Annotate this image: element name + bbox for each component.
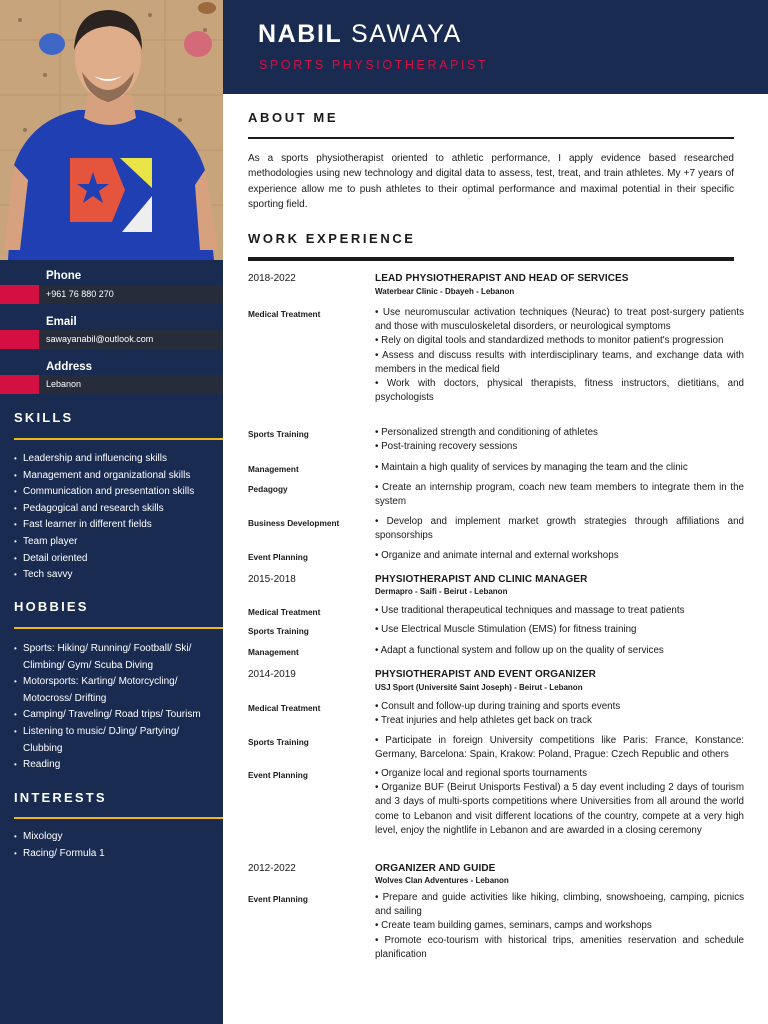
work-heading: WORK EXPERIENCE [248,231,416,246]
job-employer: USJ Sport (Université Saint Joseph) - Beirut - Lebanon [375,683,583,692]
job-period: 2012-2022 [248,863,296,874]
phone-bar [0,285,223,304]
category-text [375,461,744,475]
category-label: Event Planning [248,894,308,904]
skill-item: • Pedagogical and research skills [14,501,219,518]
hobby-item [14,674,219,707]
hobby-item [14,724,219,757]
category-label: Business Development [248,518,340,528]
hobbies-heading: HOBBIES [14,599,89,614]
address-label: Address [46,361,93,373]
duty-line: • Organize and animate internal and external workshops [375,550,619,561]
duty-line: • Create team building games, seminars, camps and workshops [375,920,652,932]
duty-line: • Maintain a high quality of services by managing the team and the clinic [375,462,688,473]
hobby-item [14,757,219,774]
job-employer: Waterbear Clinic - Dbayeh - Lebanon [375,287,515,296]
hobby-line: • Reading [23,759,61,771]
hobby-line: Motocross/ Drifting [23,692,107,704]
address-bar [0,375,223,394]
duty-line: • Use traditional therapeutical techniques and massage to treat patients [375,605,685,616]
address-accent [0,375,39,394]
category-text [375,515,744,543]
category-label: Sports Training [248,429,309,439]
job-employer: Wolves Clan Adventures - Lebanon [375,876,509,885]
category-label: Management [248,647,299,657]
full-name [258,20,462,49]
job-employer: Dermapro - Saifi - Beirut - Lebanon [375,587,508,596]
skill-item: • Team player [14,534,219,551]
category-label: Event Planning [248,552,308,562]
category-text [375,734,744,762]
interest-item: • Mixology [14,829,219,846]
skill-item: • Management and organizational skills [14,468,219,485]
first-name: NABIL [258,20,343,48]
email-label: Email [46,316,77,328]
job-period: 2018-2022 [248,273,296,284]
duty-line: • Promote eco-tourism with historical trips, amenities reservation and schedule planification [375,934,744,960]
skill-item: • Leadership and influencing skills [14,451,219,468]
skills-list [14,451,219,584]
interests-rule [14,817,223,819]
hobby-line: Climbing/ Gym/ Scuba Diving [23,659,154,671]
category-label: Pedagogy [248,484,288,494]
category-label: Event Planning [248,770,308,780]
category-text [375,623,744,637]
category-label: Medical Treatment [248,607,321,617]
duty-line: • Participate in foreign University competitions like Paris: France, Konstance: Germany, Barcelona: Spain, Krakow: Poland, Prague: Czech Republic and others [375,735,744,761]
skill-item: • Detail oriented [14,551,219,568]
duty-line: • Organize BUF (Beirut Unisports Festival) a 5 day event including 2 days of tourism and 3 days of multi-sports competitions where Universities from all around the world come to Lebanon and visit different locations of the country, compete at a very high level, enjoy the nightlife in Lebanon and are awarded in a closing ceremony [375,782,744,836]
profile-photo-illustration [0,0,223,260]
skill-item: • Fast learner in different fields [14,517,219,534]
category-label: Medical Treatment [248,309,321,319]
job-title: SPORTS PHYSIOTHERAPIST [259,58,489,72]
category-label: Sports Training [248,737,309,747]
email-accent [0,330,39,349]
skill-item: • Tech savvy [14,567,219,584]
category-label: Management [248,464,299,474]
hobby-line: • Sports: Hiking/ Running/ Football/ Ski/ [23,643,192,654]
phone-value: +961 76 880 270 [46,289,114,299]
job-position: LEAD PHYSIOTHERAPIST AND HEAD OF SERVICES [375,273,629,284]
phone-label: Phone [46,270,82,282]
duty-line: • Use Electrical Muscle Stimulation (EMS) for fitness training [375,624,637,635]
duty-line: • Organize local and regional sports tournaments [375,768,588,779]
about-heading: ABOUT ME [248,110,339,125]
sidebar [0,0,223,1024]
category-text [375,426,744,454]
job-position: ORGANIZER AND GUIDE [375,863,496,874]
skill-item: • Communication and presentation skills [14,484,219,501]
interest-item: • Racing/ Formula 1 [14,846,219,863]
category-text [375,891,744,962]
hobby-line: • Camping/ Traveling/ Road trips/ Tourism [23,709,201,721]
category-text [375,549,744,563]
duty-line: • Develop and implement market growth strategies through affiliations and sponsorships [375,516,744,542]
hobby-line: Clubbing [23,742,63,754]
duty-line: • Use neuromuscular activation techniques (Neurac) to treat post-surgery patients and those with musculoskeletal disorders, or neurological symptoms [375,307,744,333]
duty-line: • Create an internship program, coach new team members to integrate them in the system [375,482,744,508]
skills-heading: SKILLS [14,410,74,425]
about-rule [248,137,734,139]
hobbies-rule [14,627,223,629]
duty-line: • Consult and follow-up during training and sports events [375,701,621,712]
job-period: 2015-2018 [248,574,296,585]
interests-list [14,829,219,862]
category-text [375,767,744,838]
duty-line: • Work with doctors, physical therapists, fitness instructors, dietitians, and psychologists [375,378,744,404]
category-text [375,481,744,509]
category-text [375,700,744,728]
job-position: PHYSIOTHERAPIST AND EVENT ORGANIZER [375,669,596,680]
category-text [375,644,744,658]
duty-line: • Adapt a functional system and follow up on the quality of services [375,645,664,656]
category-text [375,306,744,405]
address-value: Lebanon [46,379,82,389]
duty-line: • Assess and discuss results with interdisciplinary teams, and exchange data with members in the medical field [375,349,744,375]
hobby-item [14,707,219,724]
job-position: PHYSIOTHERAPIST AND CLINIC MANAGER [375,574,588,585]
category-label: Sports Training [248,626,309,636]
last-name: SAWAYA [350,20,462,48]
category-label: Medical Treatment [248,703,321,713]
about-text: As a sports physiotherapist oriented to athletic performance, I apply evidence based researched methodologies using new technology and digital data to assess, test, treat, and train athletes. My +7 years of experience allow me to push athletes to their optimal performance and maximal potential in their specific sporting field. [248,153,734,211]
duty-line: • Post-training recovery sessions [375,441,518,453]
header-banner [223,0,768,94]
duty-line: • Treat injuries and help athletes get back on track [375,715,592,727]
phone-accent [0,285,39,304]
hobby-line: • Listening to music/ DJing/ Partying/ [23,725,180,737]
profile-photo [0,0,223,260]
skills-rule [14,438,223,440]
work-rule [248,257,734,261]
hobbies-list [14,641,219,774]
email-bar [0,330,223,349]
duty-line: • Rely on digital tools and standardized methods to monitor patient's progression [375,335,724,347]
email-value: sawayanabil@outlook.com [46,334,154,344]
category-text [375,604,744,618]
duty-line: • Personalized strength and conditioning of athletes [375,427,598,438]
interests-heading: INTERESTS [14,790,107,805]
hobby-line: • Motorsports: Karting/ Motorcycling/ [23,676,178,688]
job-period: 2014-2019 [248,669,296,680]
hobby-item [14,641,219,674]
duty-line: • Prepare and guide activities like hiking, climbing, snowshoeing, camping, picnics and sailing [375,892,744,918]
